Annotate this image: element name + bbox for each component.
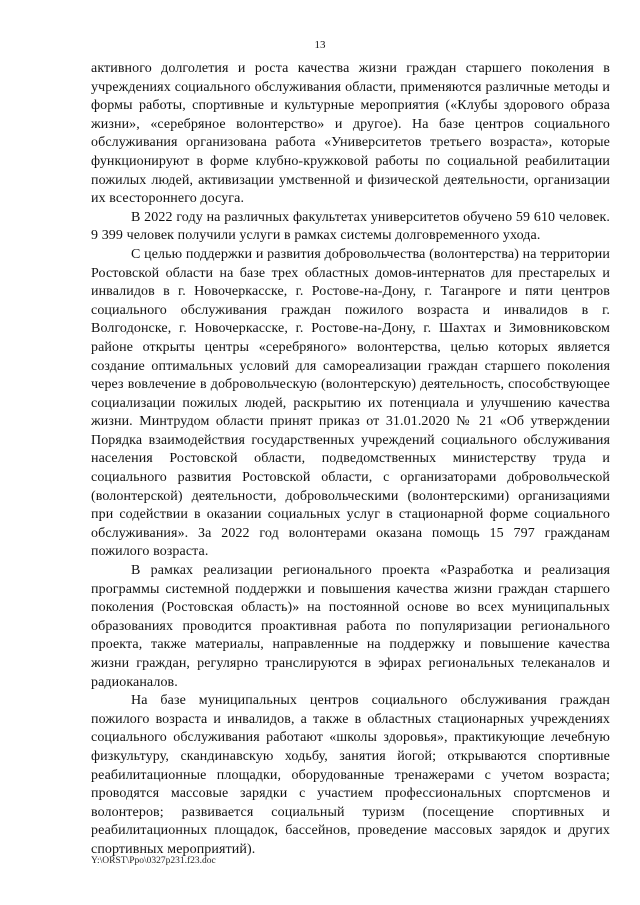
paragraph-1: активного долголетия и роста качества жизни граждан старшего поколения в учреждениях социального обслуживания области, применяются различные методы и формы работы, спортивные и культурные мероприятия («Клубы здорового образа жизни», «серебряное волонтерство» и другое). На базе центров социального обслуживания организована работа «Университетов третьего возраста», которые функционируют в форме клубно-кружковой работы по социальной реабилитации пожилых людей, активизации умственной и физической деятельности, организации их всестороннего досуга. [91,61,610,207]
document-body [91,60,610,860]
page-number: 13 [314,39,326,51]
paragraph-5: На базе муниципальных центров социального обслуживания граждан пожилого возраста и инвалидов, а также в областных стационарных учреждениях социального обслуживания работают «школы здоровья», практикующие лечебную физкультуру, скандинавскую ходьбу, занятия йогой; открываются спортивные реабилитационные площадки, оборудованные тренажерами с учетом возраста; проводятся массовые зарядки с участием профессиональных спортсменов и волонтеров; развивается социальный туризм (посещение спортивных и реабилитационных площадок, бассейнов, проведение массовых зарядок и других спортивных мероприятий). [91,693,610,857]
file-path-footer: Y:\ORST\Ppo\0327p231.f23.doc [91,856,216,866]
paragraph-2: В 2022 году на различных факультетах университетов обучено 59 610 человек. 9 399 человек получили услуги в рамках системы долговременного ухода. [91,209,610,244]
paragraph-3: С целью поддержки и развития добровольчества (волонтерства) на территории Ростовской области на базе трех областных домов-интернатов для престарелых и инвалидов в г. Новочеркасске, г. Ростове-на-Дону, г. Таганроге и пяти центров социального обслуживания граждан пожилого возраста и инвалидов в г. Волгодонске, г. Новочеркасске, г. Ростове-на-Дону, г. Шахтах и Зимовниковском районе открыты центры «серебряного» волонтерства, целью которых является создание оптимальных условий для самореализации граждан старшего поколения через вовлечение в добровольческую (волонтерскую) деятельность, способствующее социализации пожилых людей, раскрытию их потенциала и улучшению качества жизни. Минтрудом области принят приказ от 31.01.2020 № 21 «Об утверждении Порядка взаимодействия государственных учреждений социального обслуживания населения Ростовской области, подведомственных министерству труда и социального развития Ростовской области, с организаторами добровольческой (волонтерской) деятельности, добровольческими (волонтерскими) организациями при содействии в оказании социальных услуг в стационарной форме социального обслуживания». За 2022 год волонтерами оказана помощь 15 797 гражданам пожилого возраста. [91,246,610,560]
paragraph-4: В рамках реализации регионального проекта «Разработка и реализация программы системной поддержки и повышения качества жизни граждан старшего поколения (Ростовская область)» на постоянной основе во всех муниципальных образованиях проводится проактивная работа по популяризации регионального проекта, также материалы, направленные на поддержку и повышение качества жизни граждан, регулярно транслируются в эфирах региональных телеканалов и радиоканалов. [91,563,610,690]
